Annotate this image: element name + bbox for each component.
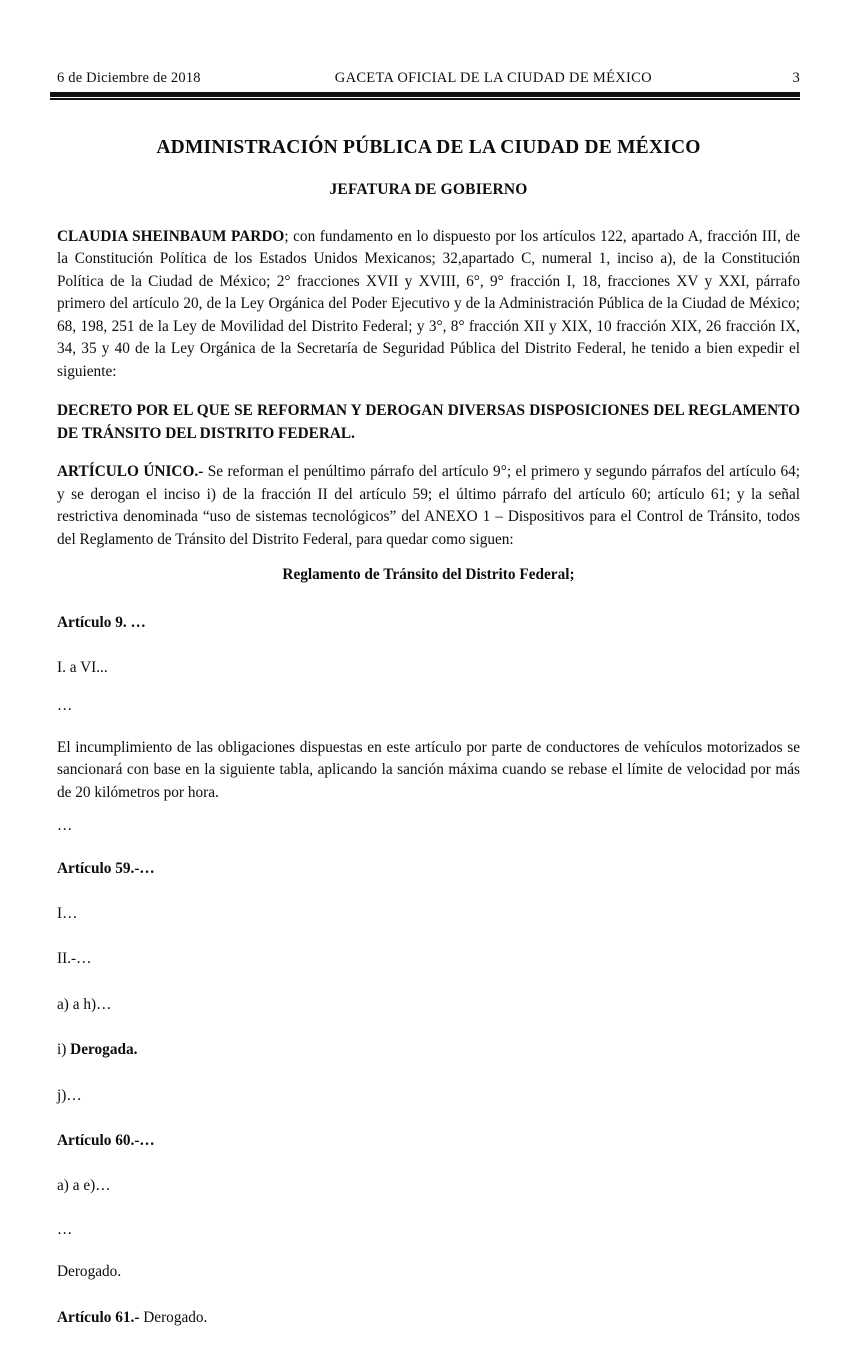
article-9-heading: Artículo 9. … [57,613,146,631]
ellipsis-line-1: … [57,696,74,714]
article-unico-paragraph [57,461,800,551]
article-60-derogado: Derogado. [57,1263,122,1281]
preamble-paragraph [57,226,800,383]
ellipsis-line-2: … [57,817,74,835]
article-60-heading: Artículo 60.-… [57,1132,155,1150]
header-gazette-title: GACETA OFICIAL DE LA CIUDAD DE MÉXICO [334,70,652,86]
regulation-subtitle: Reglamento de Tránsito del Distrito Federal; [282,566,575,584]
article-unico-text: Se reforman el penúltimo párrafo del artículo 9°; el primero y segundo párrafos del artículo 64; y se derogan el inciso i) de la fracción II del artículo 59; el último párrafo del artículo 60; artículo 61; y la señal restrictiva denominada “uso de sistemas tecnológicos” del ANEXO 1 – Dispositivos para el Control de Tránsito, todos del Reglamento de Tránsito del Distrito Federal, para quedar como siguen: [57,463,800,548]
article-59-heading: Artículo 59.-… [57,859,155,877]
article-59-item-j: j)… [57,1086,82,1104]
document-subtitle: JEFATURA DE GOBIERNO [329,181,528,199]
article-unico-label: ARTÍCULO ÚNICO.- [57,463,204,481]
article-9-fractions: I. a VI... [57,659,108,677]
item-i-status: Derogada. [70,1041,138,1059]
page-running-header [57,70,800,92]
article-59-items-a-h: a) a h)… [57,995,112,1013]
article-60-items-a-e: a) a e)… [57,1177,111,1195]
document-title: ADMINISTRACIÓN PÚBLICA DE LA CIUDAD DE MÉXICO [156,137,701,158]
decree-heading: DECRETO POR EL QUE SE REFORMAN Y DEROGAN DIVERSAS DISPOSICIONES DEL REGLAMENTO DE TRÁNSITO DEL DISTRITO FEDERAL. [57,402,800,442]
article-59-item-i-derogada [57,1039,800,1060]
divider-thin-bar [50,98,800,100]
header-divider-rule [50,92,800,100]
article-61-text: Derogado. [139,1308,208,1326]
item-i-letter: i) [57,1041,71,1059]
preamble-text: ; con fundamento en lo dispuesto por los artículos 122, apartado A, fracción III, de la Constitución Política de los Estados Unidos Mexicanos; 32,apartado C, numeral 1, inciso a), de la Constitución Política de la Ciudad de México; 2° fracciones XVII y XVIII, 6°, 9° fracción I, 18, fracciones XV y XXI, párrafo primero del artículo 20, de la Ley Orgánica del Poder Ejecutivo y de la Administración Pública de la Ciudad de México; 68, 198, 251 de la Ley de Movilidad del Distrito Federal; y 3°, 8° fracción XII y XIX, 10 fracción XIX, 26 fracción IX, 34, 35 y 40 de la Ley Orgánica de la Secretaría de Seguridad Pública del Distrito Federal, he tenido a bien expedir el siguiente: [57,227,800,380]
article-59-item-ii: II.-… [57,950,92,968]
ellipsis-line-3: … [57,1220,74,1238]
header-page-number: 3 [792,70,800,86]
article-9-paragraph: El incumplimiento de las obligaciones dispuestas en este artículo por parte de conductores de vehículos motorizados se sancionará con base en la siguiente tabla, aplicando la sanción máxima cuando se rebase el límite de velocidad por más de 20 kilómetros por hora. [57,738,800,801]
header-date: 6 de Diciembre de 2018 [57,70,201,86]
signatory-name: CLAUDIA SHEINBAUM PARDO [57,227,285,245]
article-59-item-i: I… [57,905,78,923]
document-body [57,136,800,1352]
article-61-label: Artículo 61.- [57,1308,140,1326]
article-61-line [57,1307,800,1328]
